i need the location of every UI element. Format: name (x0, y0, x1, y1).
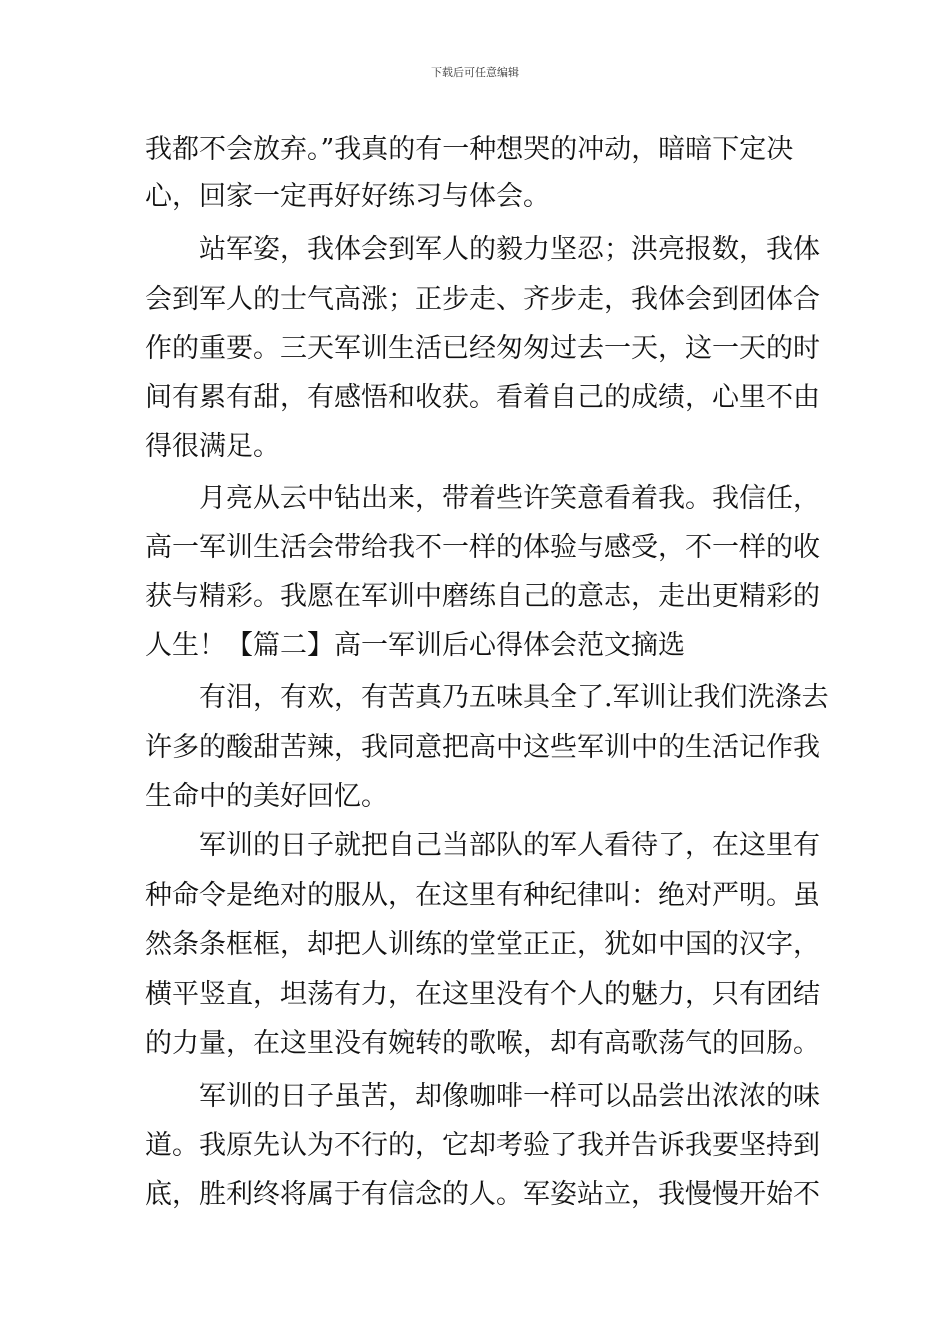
text-line: 得很满足。 (145, 431, 280, 462)
text-line: 道。我原先认为不行的，它却考验了我并告诉我要坚持到 (145, 1130, 820, 1161)
text-line: 种命令是绝对的服从，在这里有种纪律叫：绝对严明。虽 (145, 880, 820, 911)
text-line: 心，回家一定再好好练习与体会。 (145, 181, 550, 212)
text-line: 月亮从云中钻出来，带着些许笑意看着我。我信任， (199, 483, 820, 514)
text-line: 我都不会放弃。”我真的有一种想哭的冲动，暗暗下定决 (145, 134, 794, 165)
text-line: 横平竖直，坦荡有力，在这里没有个人的魅力，只有团结 (145, 979, 820, 1010)
text-line: 的力量，在这里没有婉转的歌喉，却有高歌荡气的回肠。 (145, 1028, 820, 1059)
text-line: 有泪，有欢，有苦真乃五味具全了.军训让我们洗涤去 (199, 682, 829, 713)
text-line: 会到军人的士气高涨；正步走、齐步走，我体会到团体合 (145, 284, 820, 315)
text-line: 高一军训生活会带给我不一样的体验与感受，不一样的收 (145, 532, 820, 563)
text-line: 生命中的美好回忆。 (145, 781, 388, 812)
text-line: 站军姿，我体会到军人的毅力坚忍；洪亮报数，我体 (199, 234, 820, 265)
text-line: 军训的日子就把自己当部队的军人看待了，在这里有 (199, 830, 820, 861)
text-line: 作的重要。三天军训生活已经匆匆过去一天，这一天的时 (145, 333, 820, 364)
text-line: 然条条框框，却把人训练的堂堂正正，犹如中国的汉字， (145, 929, 820, 960)
text-line: 军训的日子虽苦，却像咖啡一样可以品尝出浓浓的味 (199, 1081, 820, 1112)
text-line: 许多的酸甜苦辣，我同意把高中这些军训中的生活记作我 (145, 732, 820, 763)
text-line: 底，胜利终将属于有信念的人。军姿站立，我慢慢开始不 (145, 1179, 820, 1210)
text-line: 获与精彩。我愿在军训中磨练自己的意志，走出更精彩的 (145, 581, 820, 612)
text-line: 人生！【篇二】高一军训后心得体会范文摘选 (145, 630, 685, 661)
text-line: 间有累有甜，有感悟和收获。看着自己的成绩，心里不由 (145, 382, 820, 413)
page-header: 下载后可任意编辑 (431, 66, 519, 79)
